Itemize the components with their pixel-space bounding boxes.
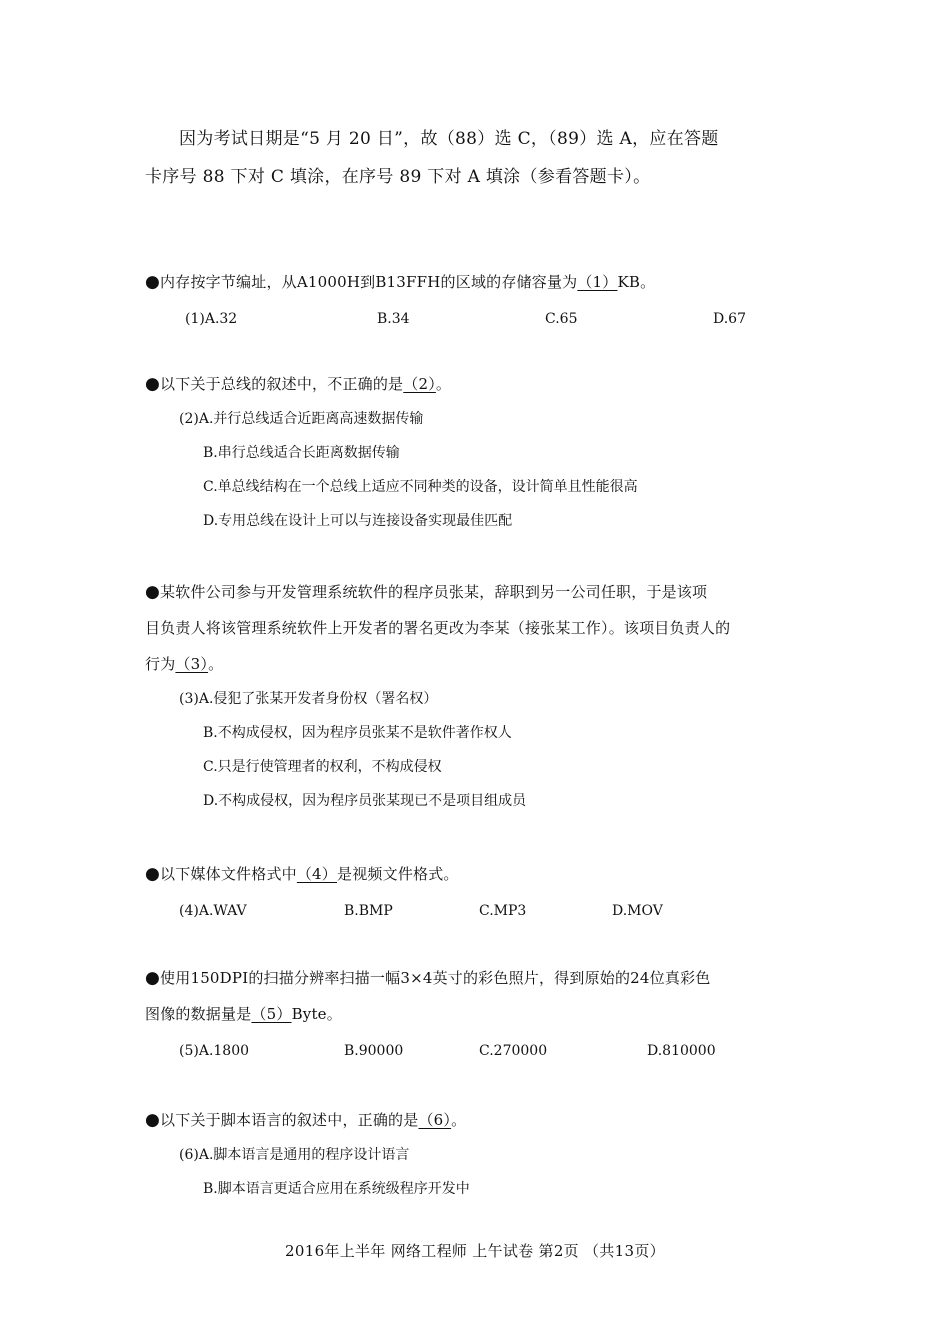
question-stem-line-3: 行为（3）。 <box>145 655 224 673</box>
answer-blank: （2） <box>403 375 436 393</box>
answer-blank: （1） <box>577 273 618 291</box>
page-footer: 2016年上半年 网络工程师 上午试卷 第2页 （共13页） <box>285 1242 665 1260</box>
answer-blank: （3） <box>175 655 209 673</box>
option-a: (1)A.32 <box>185 311 238 327</box>
option-d: D.专用总线在设计上可以与连接设备实现最佳匹配 <box>203 513 513 529</box>
option-a: (6)A.脚本语言是通用的程序设计语言 <box>179 1147 410 1163</box>
question-5 <box>145 960 810 1068</box>
option-b: B.34 <box>377 311 410 327</box>
question-stem-line-1: ●使用150DPI的扫描分辨率扫描一幅3×4英寸的彩色照片，得到原始的24位真彩色 <box>145 968 711 988</box>
option-b: B.90000 <box>344 1043 404 1059</box>
option-a: (5)A.1800 <box>179 1043 250 1059</box>
option-b: B.脚本语言更适合应用在系统级程序开发中 <box>203 1181 470 1197</box>
options-row <box>145 894 810 928</box>
option-d: D.MOV <box>612 903 663 919</box>
option-c: C.单总线结构在一个总线上适应不同种类的设备，设计简单且性能很高 <box>203 479 638 495</box>
question-2 <box>145 366 810 538</box>
options-row <box>145 302 810 336</box>
option-b: B.不构成侵权，因为程序员张某不是软件著作权人 <box>203 725 512 741</box>
question-stem: ●以下媒体文件格式中（4）是视频文件格式。 <box>145 864 459 884</box>
option-d: D.67 <box>713 311 746 327</box>
question-stem: ●以下关于脚本语言的叙述中，正确的是（6）。 <box>145 1110 467 1130</box>
option-b: B.BMP <box>344 903 393 919</box>
option-d: D.810000 <box>647 1043 716 1059</box>
option-c: C.65 <box>545 311 578 327</box>
bullet-icon: ● <box>145 864 161 884</box>
question-3 <box>145 574 810 818</box>
intro-line-2: 卡序号 88 下对 C 填涂，在序号 89 下对 A 填涂（参看答题卡）。 <box>145 167 651 187</box>
answer-blank: （4） <box>296 865 338 883</box>
question-stem-line-1: ●某软件公司参与开发管理系统软件的程序员张某，辞职到另一公司任职，于是该项 <box>145 582 708 602</box>
bullet-icon: ● <box>145 582 161 602</box>
question-1 <box>145 264 810 336</box>
answer-blank: （5） <box>251 1005 292 1023</box>
bullet-icon: ● <box>145 1110 161 1130</box>
option-b: B.串行总线适合长距离数据传输 <box>203 445 400 461</box>
question-stem: ●内存按字节编址，从A1000H到B13FFH的区域的存储容量为（1）KB。 <box>145 272 656 292</box>
option-a: (2)A.并行总线适合近距离高速数据传输 <box>179 411 424 427</box>
question-6 <box>145 1102 810 1206</box>
question-stem: ●以下关于总线的叙述中，不正确的是（2）。 <box>145 374 452 394</box>
question-stem-line-2: 图像的数据量是（5）Byte。 <box>145 1005 342 1023</box>
intro-line-1: 因为考试日期是“5 月 20 日”，故（88）选 C，（89）选 A，应在答题 <box>179 129 719 149</box>
option-c: C.MP3 <box>479 903 527 919</box>
option-a: (4)A.WAV <box>179 903 247 919</box>
option-d: D.不构成侵权，因为程序员张某现已不是项目组成员 <box>203 793 527 809</box>
option-c: C.270000 <box>479 1043 548 1059</box>
options-row <box>145 1034 810 1068</box>
bullet-icon: ● <box>145 272 161 292</box>
answer-blank: （6） <box>418 1111 452 1129</box>
bullet-icon: ● <box>145 374 161 394</box>
option-c: C.只是行使管理者的权利，不构成侵权 <box>203 759 442 775</box>
bullet-icon: ● <box>145 968 161 988</box>
question-4 <box>145 856 810 928</box>
option-a: (3)A.侵犯了张某开发者身份权（署名权） <box>179 691 438 707</box>
intro-paragraph <box>145 120 810 196</box>
question-stem-line-2: 目负责人将该管理系统软件上开发者的署名更改为李某（接张某工作）。该项目负责人的 <box>145 619 731 637</box>
